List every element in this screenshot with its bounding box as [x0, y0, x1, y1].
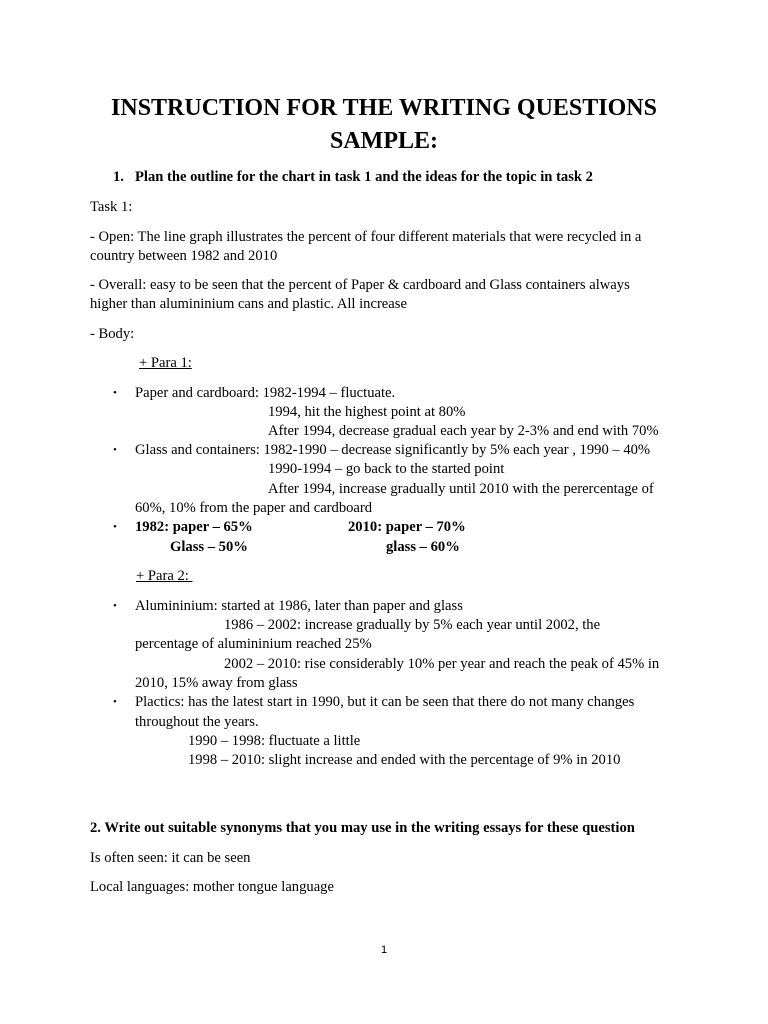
summary-2010-glass: glass – 60%	[386, 539, 460, 555]
summary-1982-paper: 1982: paper – 65%	[135, 519, 253, 535]
bullet-icon: •	[113, 696, 117, 708]
plastic-line1: Plactics: has the latest start in 1990, but it can be seen that there do not many changes	[135, 694, 635, 710]
para2-label: + Para 2:	[136, 568, 193, 584]
alu-line2: 1986 – 2002: increase gradually by 5% each year until 2002, the	[224, 617, 601, 633]
open-line1: - Open: The line graph illustrates the percent of four different materials that were recycled in a	[90, 229, 642, 245]
section2-heading: 2. Write out suitable synonyms that you may use in the writing essays for these question	[90, 820, 635, 836]
summary-1982-glass: Glass – 50%	[170, 539, 248, 555]
paper-line1: Paper and cardboard: 1982-1994 – fluctuate.	[135, 385, 396, 401]
plastic-line2: throughout the years.	[135, 714, 259, 730]
paper-line2: 1994, hit the highest point at 80%	[268, 404, 466, 420]
bullet-icon: •	[113, 521, 117, 533]
alu-line1: Alumininium: started at 1986, later than paper and glass	[135, 598, 463, 614]
synonym-line1: Is often seen: it can be seen	[90, 850, 251, 866]
glass-line2: 1990-1994 – go back to the started point	[268, 461, 505, 477]
section1-number: 1.	[113, 169, 124, 185]
bullet-icon: •	[113, 600, 117, 612]
summary-2010-paper: 2010: paper – 70%	[348, 519, 466, 535]
plastic-line4: 1998 – 2010: slight increase and ended with the percentage of 9% in 2010	[188, 752, 621, 768]
section1-heading: Plan the outline for the chart in task 1 and the ideas for the topic in task 2	[135, 169, 593, 185]
overall-line2: higher than alumininium cans and plastic. All increase	[90, 296, 407, 312]
document-title-line1: INSTRUCTION FOR THE WRITING QUESTIONS	[111, 95, 657, 121]
paper-line3: After 1994, decrease gradual each year by 2-3% and end with 70%	[268, 423, 659, 439]
glass-line4: 60%, 10% from the paper and cardboard	[135, 500, 373, 516]
synonym-line2: Local languages: mother tongue language	[90, 879, 334, 895]
overall-line1: - Overall: easy to be seen that the percent of Paper & cardboard and Glass containers always	[90, 277, 630, 293]
alu-line3: percentage of alumininium reached 25%	[135, 636, 372, 652]
bullet-icon: •	[113, 387, 117, 399]
glass-line1: Glass and containers: 1982-1990 – decrease significantly by 5% each year , 1990 – 40%	[135, 442, 651, 458]
glass-line3: After 1994, increase gradually until 2010 with the perercentage of	[268, 481, 654, 497]
bullet-icon: •	[113, 444, 117, 456]
open-line2: country between 1982 and 2010	[90, 248, 278, 264]
body-label: - Body:	[90, 326, 135, 342]
alu-line4: 2002 – 2010: rise considerably 10% per year and reach the peak of 45% in	[224, 656, 660, 672]
page-number: 1	[380, 944, 388, 956]
document-title-line2: SAMPLE:	[330, 128, 438, 154]
task1-label: Task 1:	[90, 199, 133, 215]
para1-label: + Para 1:	[139, 355, 192, 371]
plastic-line3: 1990 – 1998: fluctuate a little	[188, 733, 361, 749]
alu-line5: 2010, 15% away from glass	[135, 675, 298, 691]
